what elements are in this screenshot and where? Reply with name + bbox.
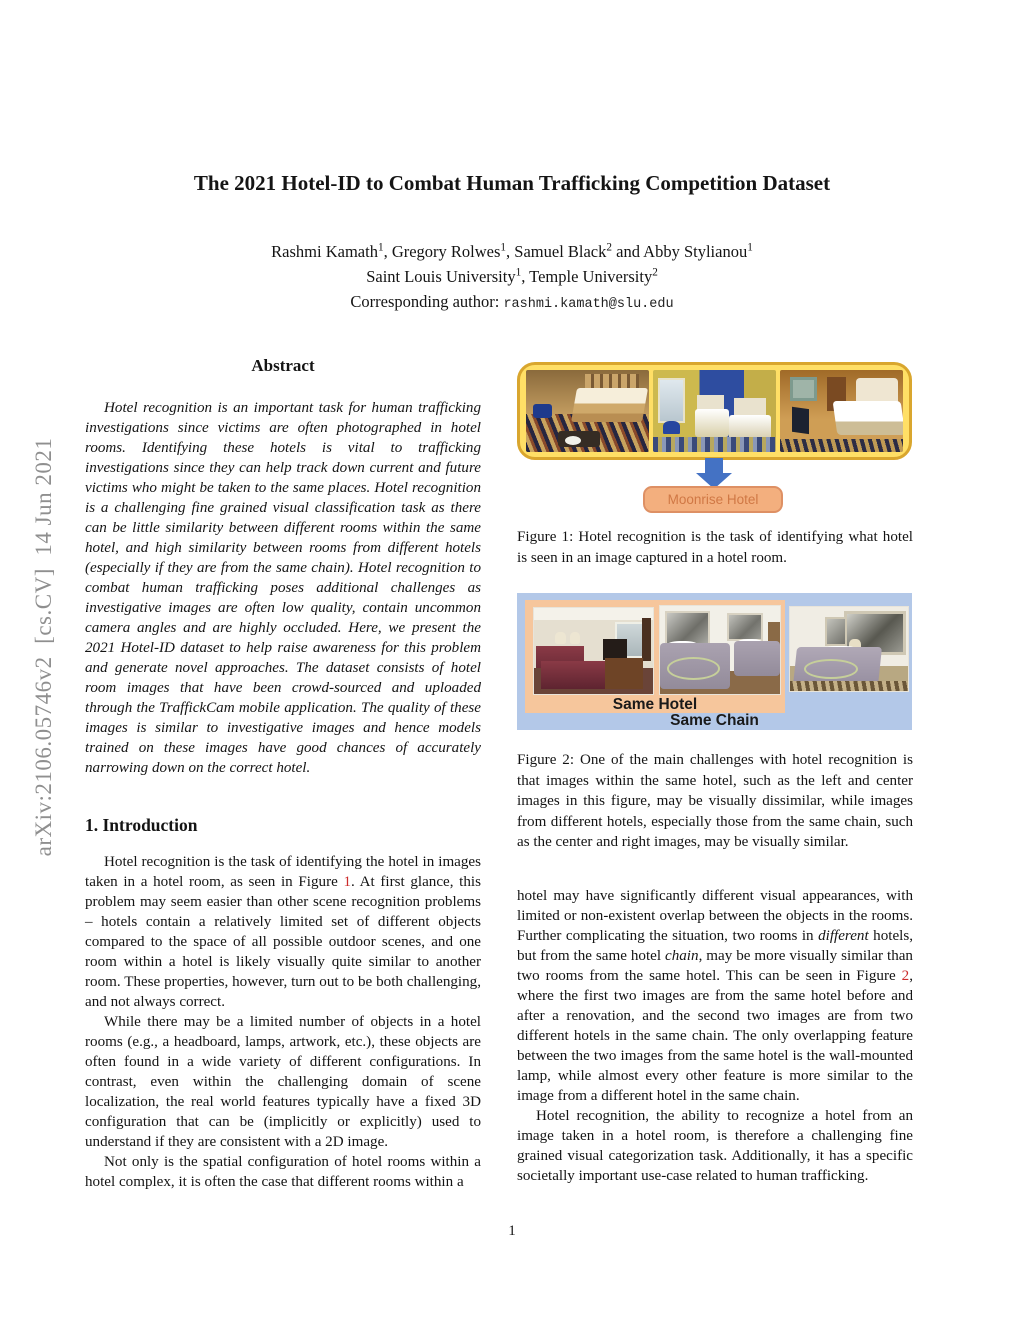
abstract-heading: Abstract	[251, 356, 315, 375]
figure2-image-panel	[517, 593, 912, 730]
figure1-caption: Figure 1: Hotel recognition is the task of identifying what hotel is seen in an image captured in a hotel room.	[517, 529, 913, 566]
window-shape	[658, 378, 685, 423]
dresser-shape	[605, 658, 643, 689]
same-chain-label: Same Chain	[670, 712, 759, 729]
bedspread-pattern-shape	[667, 657, 720, 680]
figure1-hotel-room-photo-1	[526, 370, 649, 452]
blue-stool-shape	[533, 404, 551, 418]
framed-art-shape	[825, 617, 846, 646]
curtain-shape	[642, 618, 650, 661]
same-hotel-group	[525, 600, 785, 713]
author-block	[0, 239, 1024, 317]
hotel-name-label: Moonrise Hotel	[643, 486, 783, 513]
arrow-shaft	[705, 458, 723, 473]
corresponding-line	[0, 289, 1024, 317]
plate-shape	[565, 436, 581, 445]
paper-header	[0, 171, 1024, 317]
paper-title: The 2021 Hotel-ID to Combat Human Trafficking Competition Dataset	[193, 171, 831, 195]
corresponding-label: Corresponding author:	[350, 292, 504, 311]
bed-shape	[571, 388, 648, 422]
mirror-shape	[790, 377, 817, 402]
figure1-hotel-room-photo-3	[780, 370, 903, 452]
figure2-hotel-room-photo-1	[533, 607, 654, 695]
same-hotel-label: Same Hotel	[612, 696, 698, 713]
figure2-hotel-room-photo-3	[789, 606, 909, 692]
abstract-body: Hotel recognition is an important task for human trafficking investigations since victims are often photographed in hotel rooms. Identifying these hotels is vital to trafficking investigations since they can help track down current and future victims who might be taken to the same places. Hotel recognition is a challenging fine grained visual classification task as there can be little similarity between different rooms within the same hotel, and high similarity between rooms from different hotels (especially if they are from the same chain). Hotel recognition to combat human trafficking poses additional challenges as investigative images are often low quality, contain uncommon camera angles and are highly occluded. Here, we present the 2021 Hotel-ID dataset to help raise awareness for this problem and generate novel approaches. The dataset consists of hotel room images that have been crowd-sourced and uploaded through the TraffickCam mobile application. The quality of these images is similar to investigative images and hence models trained on these images have good chances of accurately narrowing down on the correct hotel.	[85, 400, 481, 776]
headboard-shape	[734, 398, 766, 417]
figure2-caption: Figure 2: One of the main challenges with hotel recognition is that images within the same hotel, such as the left and center images in this figure, may be visually dissimilar, while images from different hotels, especially those from the same chain, such as the center and right images, may be visually similar.	[517, 752, 913, 850]
tv-shape	[792, 407, 809, 434]
bed-shape	[695, 409, 729, 437]
striped-carpet-shape	[790, 681, 908, 691]
framed-art-shape	[727, 613, 763, 641]
introduction-body: Hotel recognition is the task of identifying the hotel in images taken in a hotel room, as seen in Figure 1. At first glance, this problem may seem easier than other scene recognition problems – hotels contain a relatively limited set of different objects compared to the space of all possible outdoor scenes, and one room within a hotel is likely visually quite similar to another room. These properties, however, turn out to be both challenging, and not always correct. While there may be a limited number of objects in a hotel rooms (e.g., a headboard, lamps, artwork, etc.), these objects are often found in a wide variety of different configurations. In contrast, even within the challenging domain of scene localization, the real world features typically have a fixed 3D configuration that can be (implicitly or explicitly) used to understand if they are consistent with a 2D image. Not only is the spatial configuration of hotel rooms within a hotel complex, it is often the case that different rooms within a	[85, 854, 481, 1190]
lamp-shape	[570, 632, 581, 644]
affiliations-line: Saint Louis University$^1$, Temple University$^2$	[366, 266, 658, 286]
framed-art-shape	[665, 611, 711, 644]
bed-shape	[833, 401, 903, 435]
corresponding-email[interactable]: rashmi.kamath@slu.edu	[503, 297, 674, 312]
introduction-heading: 1. Introduction	[85, 815, 198, 835]
bed-shape	[734, 641, 780, 676]
down-arrow-icon	[696, 458, 732, 489]
right-column-body: hotel may have significantly different visual appearances, with limited or non-existent overlap between the objects in the rooms. Further complicating the situation, two rooms in different hotels, but from the same hotel chain, may be more visually similar than two rooms from the same hotel. This can be seen in Figure 2, where the first two images are from the same hotel before and after a renovation, and the second two images are from two different hotels in the same chain. The only overlapping feature between the two images from the same hotel is the wall-mounted lamp, while almost every other feature is more similar to the image from a different hotel in the same chain. Hotel recognition, the ability to recognize a hotel from an image taken in a hotel room, is therefore a challenging fine grained visual categorization task. Additionally, it has a specific societally important use-case related to human trafficking.	[517, 888, 914, 1184]
authors-line: Rashmi Kamath$^1$, Gregory Rolwes$^1$, Samuel Black$^2$ and Abby Stylianou$^1$	[271, 241, 753, 261]
tv-shape	[603, 639, 627, 660]
figure1-image-panel	[517, 362, 912, 460]
figure2-hotel-room-photo-2	[659, 605, 781, 695]
figure1-hotel-room-photo-2	[653, 370, 776, 452]
striped-carpet-shape	[780, 439, 903, 452]
lamp-shape	[555, 632, 566, 644]
blue-chair-shape	[663, 421, 680, 434]
page-number: 1	[508, 1223, 516, 1239]
arxiv-banner: arXiv:2106.05746v2 [cs.CV] 14 Jun 2021	[31, 437, 56, 857]
striped-carpet-shape	[653, 437, 776, 452]
